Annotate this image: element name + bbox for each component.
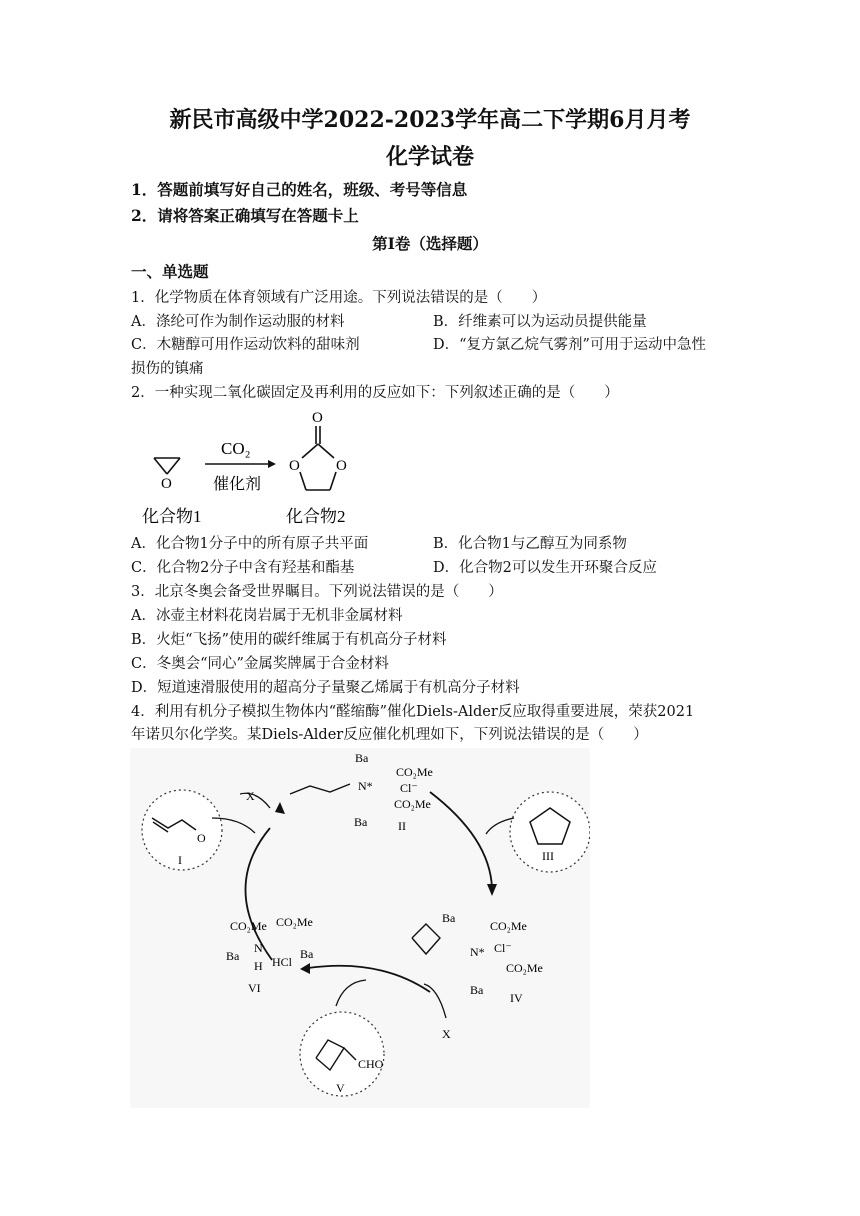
V-aldehyde: CHO bbox=[358, 1057, 384, 1071]
epoxide-structure bbox=[154, 458, 180, 474]
II-ester-bottom: CO₂Me bbox=[394, 797, 431, 811]
q3-option-a: A．冰壶主材料花岗岩属于无机非金属材料 bbox=[131, 608, 403, 624]
exam-subtitle: 化学试卷 bbox=[385, 144, 474, 170]
ring-o-right: O bbox=[336, 458, 347, 474]
VI-ba-left: Ba bbox=[226, 949, 240, 963]
q1-stem: 1．化学物质在体育领域有广泛用途。下列说法错误的是（ ） bbox=[131, 290, 547, 306]
IV-ester-top: CO₂Me bbox=[490, 919, 527, 933]
label-VI: VI bbox=[248, 981, 261, 995]
q3-option-b: B．火炬“飞扬”使用的碳纤维属于有机高分子材料 bbox=[131, 632, 447, 648]
q1-option-b: B．纤维素可以为运动员提供能量 bbox=[433, 314, 647, 330]
IV-nitrogen: N* bbox=[470, 945, 485, 959]
section-title: 一、单选题 bbox=[131, 262, 209, 281]
q4-stem-line2: 年诺贝尔化学奖。某Diels-Alder反应催化机理如下，下列说法错误的是（ ） bbox=[131, 727, 648, 743]
II-ester-top: CO₂Me bbox=[396, 765, 433, 779]
q4-catalytic-cycle-diagram bbox=[130, 748, 590, 1108]
label-IV: IV bbox=[510, 991, 523, 1005]
q3-option-d: D．短道速滑服使用的超高分子量聚乙烯属于有机高分子材料 bbox=[131, 680, 520, 696]
q3-stem: 3．北京冬奥会备受世界瞩目。下列说法错误的是（ ） bbox=[131, 584, 503, 600]
q4-stem-line1: 4．利用有机分子模拟生物体内“醛缩酶”催化Diels-Alder反应取得重要进展，荣获2021 bbox=[131, 704, 695, 720]
label-II: II bbox=[398, 819, 406, 833]
instruction-1: 1．答题前填写好自己的姓名，班级、考号等信息 bbox=[131, 180, 468, 199]
q3-option-c: C．冬奥会“同心”金属奖牌属于合金材料 bbox=[131, 656, 389, 672]
acrolein-o-label: O bbox=[197, 831, 206, 845]
q2-reaction-scheme bbox=[128, 402, 388, 528]
instruction-2: 2．请将答案正确填写在答题卡上 bbox=[131, 206, 359, 225]
II-chloride: Cl⁻ bbox=[400, 781, 418, 795]
compound1-label: 化合物1 bbox=[142, 507, 202, 526]
IV-ba-bottom: Ba bbox=[470, 983, 484, 997]
II-ba-top: Ba bbox=[355, 751, 369, 765]
IV-ester-bottom: CO₂Me bbox=[506, 961, 543, 975]
IV-ba-top: Ba bbox=[442, 911, 456, 925]
q2-option-c: C．化合物2分子中含有羟基和酯基 bbox=[131, 560, 355, 576]
compound2-label: 化合物2 bbox=[286, 507, 346, 526]
epoxide-o-label: O bbox=[161, 476, 172, 492]
label-I: I bbox=[178, 853, 182, 867]
VI-hcl: HCl bbox=[272, 955, 293, 969]
catalyst-label: 催化剂 bbox=[213, 476, 262, 493]
carbonyl-o-label: O bbox=[312, 410, 323, 426]
label-X-bottom: X bbox=[442, 1027, 451, 1041]
label-X-top: X bbox=[246, 789, 255, 803]
q1-option-a: A．涤纶可作为制作运动服的材料 bbox=[131, 314, 345, 330]
ring-o-left: O bbox=[289, 458, 300, 474]
q2-option-d: D．化合物2可以发生开环聚合反应 bbox=[433, 560, 657, 576]
q2-option-b: B．化合物1与乙醇互为同系物 bbox=[433, 536, 627, 552]
reaction-arrowhead bbox=[268, 460, 276, 468]
II-ba-bottom: Ba bbox=[354, 815, 368, 829]
II-nitrogen: N* bbox=[358, 779, 373, 793]
VI-nitrogen: N bbox=[254, 941, 263, 955]
IV-chloride: Cl⁻ bbox=[494, 941, 512, 955]
q2-option-a: A．化合物1分子中的所有原子共平面 bbox=[131, 536, 369, 552]
cyclic-carbonate-structure bbox=[300, 426, 336, 490]
VI-ester-left: CO₂Me bbox=[230, 919, 267, 933]
q1-option-d: D．“复方氯乙烷气雾剂”可用于运动中急性 bbox=[433, 337, 706, 353]
label-III: III bbox=[542, 849, 554, 863]
compound-I-circle bbox=[142, 790, 222, 870]
q1-option-d-cont: 损伤的镇痛 bbox=[131, 361, 204, 377]
exam-title: 新民市高级中学2022-2023学年高二下学期6月月考 bbox=[169, 107, 691, 133]
reagent-co2: CO₂ bbox=[221, 439, 251, 458]
VI-hydrogen: H bbox=[254, 959, 263, 973]
q1-option-c: C．木糖醇可用作运动饮料的甜味剂 bbox=[131, 337, 360, 353]
part-title: 第Ⅰ卷（选择题） bbox=[372, 234, 488, 253]
VI-ester-right: CO₂Me bbox=[276, 915, 313, 929]
VI-ba-right: Ba bbox=[300, 947, 314, 961]
q2-stem: 2．一种实现二氧化碳固定及再利用的反应如下：下列叙述正确的是（ ） bbox=[131, 385, 619, 401]
label-V: V bbox=[336, 1081, 345, 1095]
